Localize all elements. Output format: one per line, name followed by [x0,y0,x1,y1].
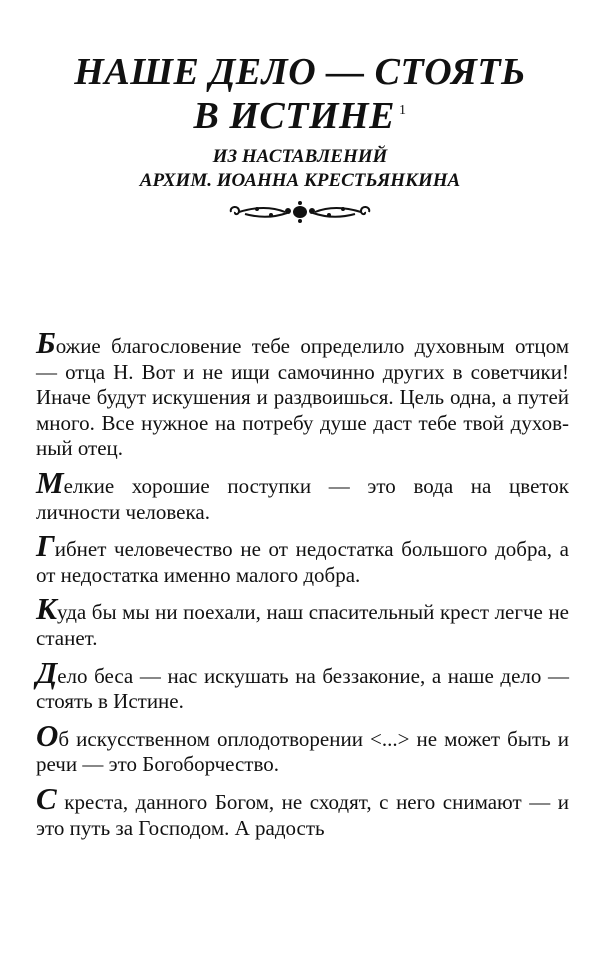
chapter-subtitle [0,145,600,193]
ornament-vignette-icon [225,200,375,224]
chapter-title-line-2 [0,94,600,138]
paragraph-initial: М [36,464,64,500]
paragraph-initial: О [36,717,59,753]
ornament-divider [0,200,600,229]
paragraph [36,464,569,525]
chapter-title-line-2-text: В ИСТИНЕ [193,95,395,137]
subtitle-line-1: ИЗ НАСТАВЛЕНИЙ [212,146,388,167]
paragraph-text: уда бы мы ни поехали, наш спасительный крест легче не станет. [36,600,569,650]
paragraph [36,780,569,841]
paragraph-text: елкие хорошие поступки — это вода на цветок личности человека. [36,473,569,524]
chapter-title [0,50,600,138]
subtitle-line-2: АРХИМ. ИОАННА КРЕСТЬЯНКИНА [139,170,461,191]
paragraph-text: креста, данного Богом, не сходят, с него снимают — и это путь за Господом. А радость [36,789,569,840]
paragraph-text: ибнет человечество не от недостатка большого добра, а от недостатка именно малого добра. [36,537,569,587]
paragraph-initial: Г [36,528,55,564]
paragraph-text: б искусственном оплодотворении <...> не может быть и речи — это Богоборчество. [36,726,569,777]
paragraph [36,591,569,651]
paragraph-initial: С [36,780,57,816]
footnote-marker: 1 [398,103,407,119]
paragraph-initial: К [36,591,58,627]
paragraph-text: ело беса — нас искушать на беззаконие, а наше дело — стоять в Истине. [36,663,569,714]
main-text [36,325,569,852]
paragraph [36,528,569,588]
paragraph-initial: Б [36,325,56,360]
paragraph [36,654,569,715]
paragraph-text: ожие благословение тебе определило духовным отцом — отца Н. Вот и не ищи самочинно других в советчики! Иначе будут искушения и раздвоишься. Цель одна, а путей много. Все нужное на потребу душе даст тебе твой духовный отец. [36,334,569,461]
paragraph [36,717,569,778]
paragraph-initial: Д [36,654,58,690]
chapter-title-line-1: НАШЕ ДЕЛО — СТОЯТЬ [74,51,526,93]
paragraph [36,325,569,462]
